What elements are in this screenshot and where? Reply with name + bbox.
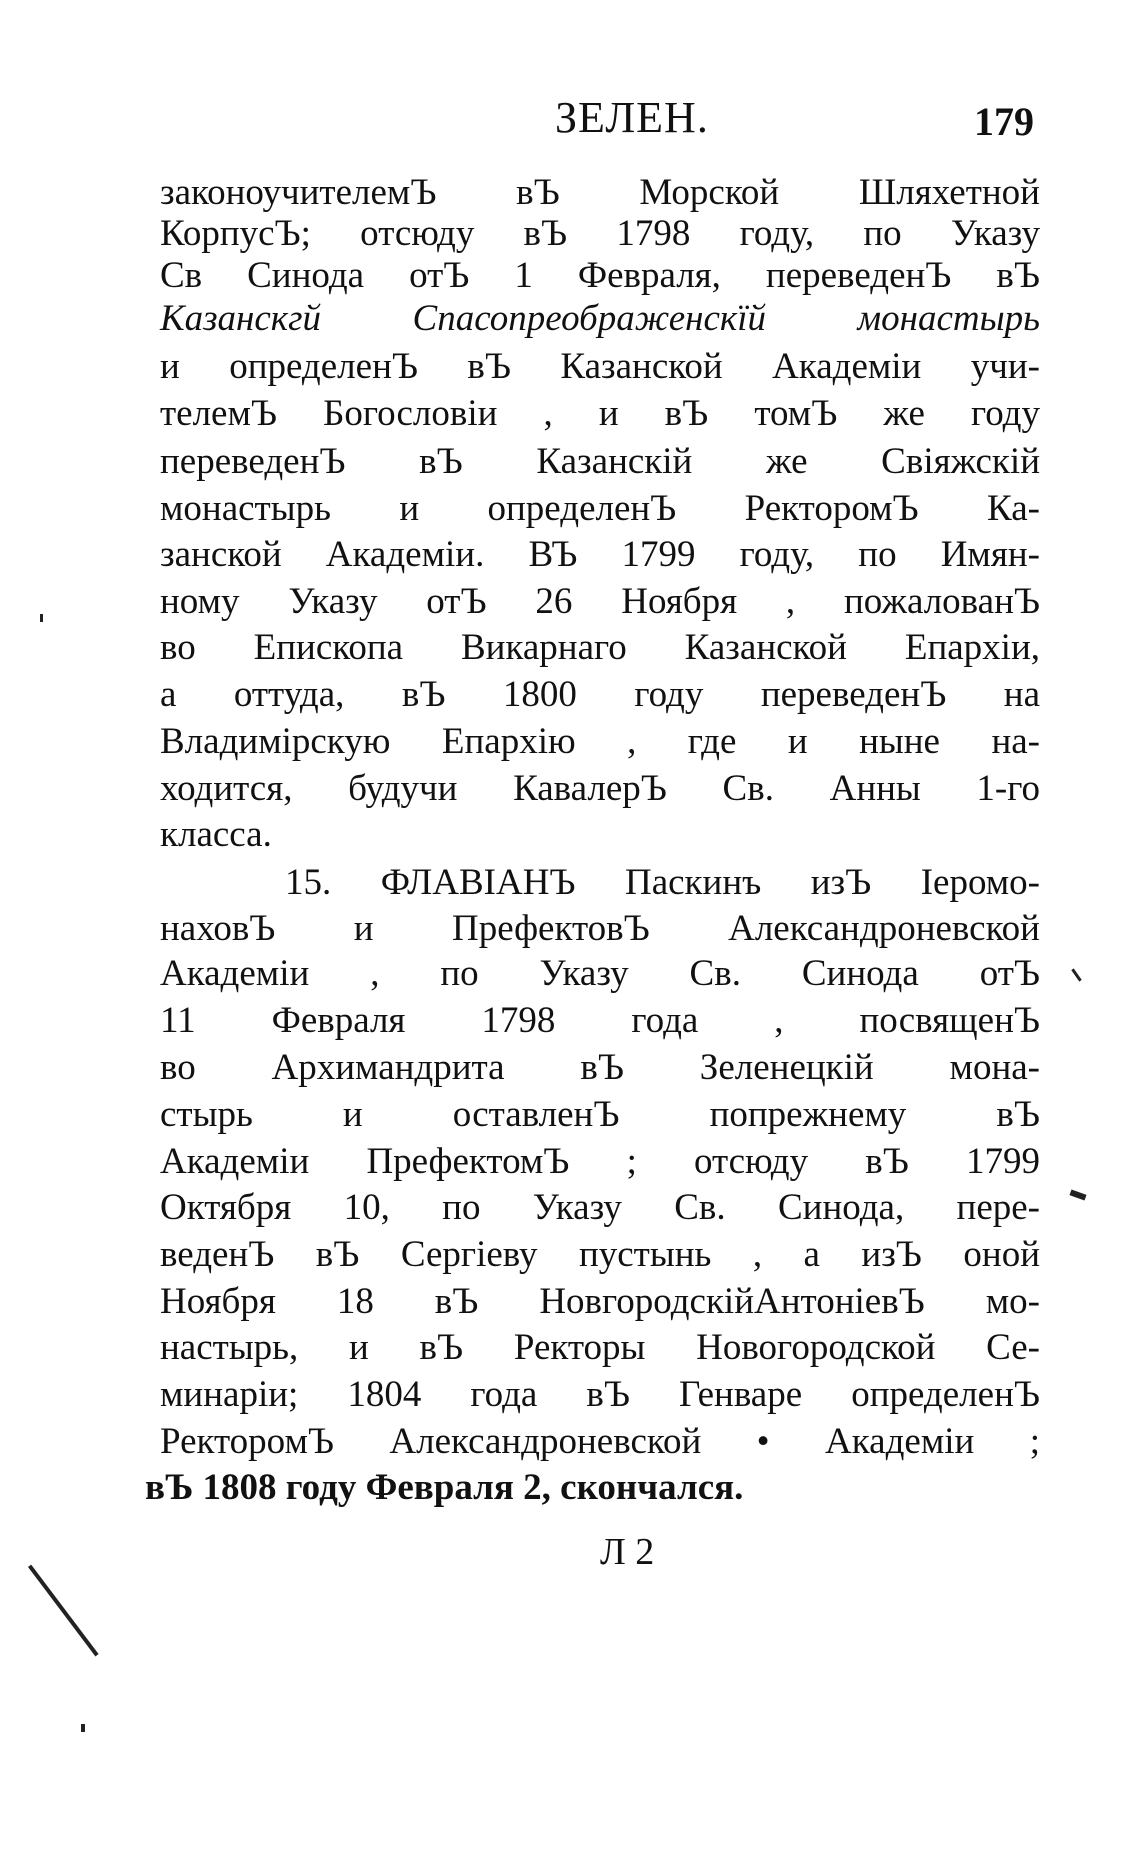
text-line: КорпусЪ; отсюду вЪ 1798 году, по Указу [160,213,1040,254]
text-line: 15. ФЛАВІАНЪ Паскинъ изЪ Іеромо- [285,862,1040,903]
text-line: минаріи; 1804 года вЪ Генваре определенЪ [160,1374,1040,1415]
text-line: наховЪ и ПрефектовЪ Александроневской [160,908,1040,949]
text-line: ному Указу отЪ 26 Ноября , пожалованЪ [160,581,1040,622]
text-line: Академіи , по Указу Св. Синода отЪ [160,953,1040,994]
text-line: Ноября 18 вЪ НовгородскійАнтоніевЪ мо- [160,1281,1040,1322]
text-line: Октября 10, по Указу Св. Синода, пере- [160,1187,1040,1228]
scan-speck [1069,1189,1086,1200]
text-line: стырь и оставленЪ попрежнему вЪ [160,1094,1040,1135]
text-line: а оттуда, вЪ 1800 году переведенЪ на [160,674,1040,715]
scan-speck [40,614,43,622]
text-line: ходится, будучи КавалерЪ Св. Анны 1-го [160,768,1040,809]
text-line: вЪ 1808 году Февраля 2, скончался. [145,1467,744,1508]
scan-streak [28,1565,99,1657]
text-line: занской Академіи. ВЪ 1799 году, по Имян- [160,534,1040,575]
scan-speck [81,1724,85,1732]
text-line: во Архимандрита вЪ Зеленецкій мона- [160,1047,1040,1088]
running-title: ЗЕЛЕН. [555,93,709,142]
text-line: РекторомЪ Александроневской • Академіи ; [160,1421,1040,1462]
text-line: Академіи ПрефектомЪ ; отсюду вЪ 1799 [160,1141,1040,1182]
text-line: Св Синода отЪ 1 Февраля, переведенЪ вЪ [160,255,1040,296]
catchword: Л 2 [600,1531,655,1573]
page-number: 179 [974,99,1034,144]
text-line: веденЪ вЪ Сергіеву пустынь , а изЪ оной [160,1234,1040,1275]
text-line: настырь, и вЪ Ректоры Новогородской Се- [160,1327,1040,1368]
text-line: и определенЪ вЪ Казанской Академіи учи- [160,346,1040,387]
text-line: Казанскгй Спасопреображенскїй монастырь [160,298,1040,339]
scan-speck [1071,968,1081,981]
text-line: телемЪ Богословіи , и вЪ томЪ же году [160,393,1040,434]
text-line: во Епископа Викарнаго Казанской Епархіи, [160,627,1040,668]
text-line: 11 Февраля 1798 года , посвященЪ [160,1000,1040,1041]
text-line: законоучителемЪ вЪ Морской Шляхетной [160,172,1040,213]
text-line: переведенЪ вЪ Казанскій же Свіяжскій [160,441,1040,482]
text-line: класса. [160,814,272,855]
text-line: Владимірскую Епархію , где и ныне на- [160,721,1040,762]
text-line: монастырь и определенЪ РекторомЪ Ка- [160,488,1040,529]
